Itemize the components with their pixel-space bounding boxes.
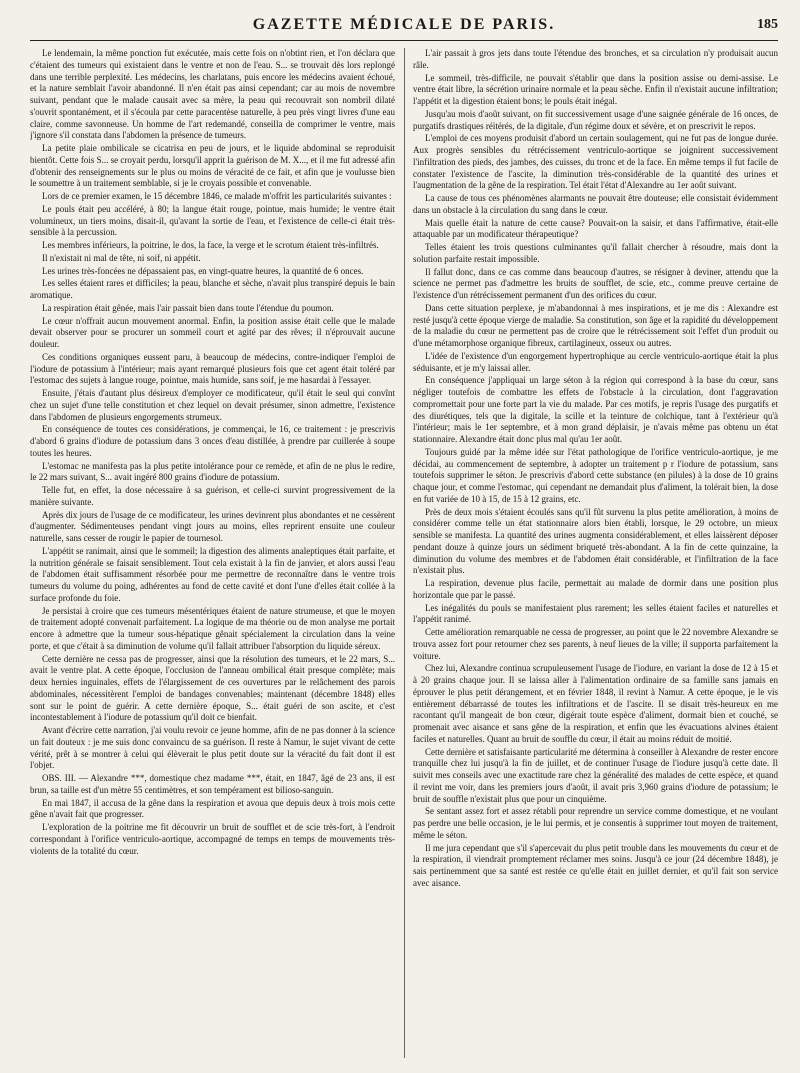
- page-number: 185: [756, 17, 778, 32]
- paragraph: L'air passait à gros jets dans toute l'étendue des bronches, et sa circulation n'y produisait aucun râle.: [413, 48, 778, 70]
- paragraph: Le lendemain, la même ponction fut exécutée, mais cette fois on n'obtint rien, et l'on déclara que c'étaient des tumeurs qui existaient dans le ventre et non de l'eau. S... se trouvait dès lors replongé dans une terrible perplexité. Les médecins, les charlatans, puis encore les médecins avaient échoué, et la nature semblait l'avoir abandonné. Il n'en était pas ainsi cependant; car au mois de novembre suivant, pendant que le malade causait avec sa mère, la peau qui recouvrait son nombril dilaté s'ouvrit spontanément, et il s'écoula par cette paracentèse naturelle, à peu près vingt livres d'une eau claire, comme savonneuse. Un homme de l'art redemandé, conseilla de comprimer le ventre, mais j'ignore s'il constata dans l'abdomen la présence de tumeurs.: [30, 48, 395, 141]
- paragraph: Se sentant assez fort et assez rétabli pour reprendre un service comme domestique, et ne voulant pas perdre une belle occasion, je le lui permis, et je consentis à supprimer tout moyen de traitement, même le séton.: [413, 806, 778, 840]
- paragraph: Mais quelle était la nature de cette cause? Pouvait-on la saisir, et dans l'affirmative, était-elle attaquable par un modificateur thérapeutique?: [413, 217, 778, 240]
- paragraph: Lors de ce premier examen, le 15 décembre 1846, ce malade m'offrit les particularités suivantes :: [42, 191, 392, 201]
- page-header: [30, 14, 778, 36]
- left-column: [30, 48, 395, 1068]
- paragraph: Près de deux mois s'étaient écoulés sans qu'il fût survenu la plus petite amélioration, à moins de considérer comme telle un état stationnaire alors bien établi, lorsque, le 29 octobre, un mieux sensible se manifesta. La quantité des urines augmenta considérablement, et elles laissèrent déposer pendant douze à quinze jours un sédiment briqueté très-abondant. A la fin de cette quinzaine, la diminution du volume des membres et de l'abdomen était considérable, et l'infiltration de la face n'existait plus.: [413, 506, 778, 576]
- paragraph: En conséquence j'appliquai un large séton à la région qui correspond à la base du cœur, sans négliger toutefois de combattre les effets de l'obstacle à la circulation, dont l'aggravation compromettait pour une forte part la vie du malade. Par ces motifs, je repris l'usage des purgatifs et des diurétiques, tels que la digitale, la scille et la teinture de colchique, tant à l'extérieur qu'à l'intérieur; mais le 1er septembre, et à mon grand déplaisir, je n'avais même pas obtenu un état stationnaire. Alexandre était donc plus mal qu'au 1er août.: [413, 375, 778, 444]
- header-rule: [30, 40, 778, 41]
- paragraph: La petite plaie ombilicale se cicatrisa en peu de jours, et le liquide abdominal se reproduisit bientôt. Cette fois S... se croyait perdu, lorsqu'il apprit la guérison de M. X..., et il me fut adressé afin d'obtenir des renseignements sur le plus ou moins de véracité de ce fait, et afin que je voulusse bien le soumettre à un traitement semblable, si je le croyais possible et convenable.: [30, 143, 395, 189]
- paragraph: La cause de tous ces phénomènes alarmants ne pouvait être douteuse; elle consistait évidemment dans un obstacle à la circulation du sang dans le cœur.: [413, 193, 778, 215]
- paragraph: OBS. III. — Alexandre ***, domestique chez madame ***, était, en 1847, âgé de 23 ans, il est brun, sa taille est d'un mètre 55 centimètres, et son tempérament est bilioso-sanguin.: [30, 773, 395, 795]
- paragraph: Les membres inférieurs, la poitrine, le dos, la face, la verge et le scrotum étaient très-infiltrés.: [42, 240, 379, 250]
- paragraph: Ensuite, j'étais d'autant plus désireux d'employer ce modificateur, qu'il était le seul qui convînt chez un sujet d'une telle constitution et chez lequel on devait présumer, sinon admettre, l'existence dans l'abdomen de plusieurs engorgements strumeux.: [30, 388, 395, 422]
- paragraph: L'emploi de ces moyens produisit d'abord un certain soulagement, qui ne fut pas de longue durée. Aux progrès sensibles du rétrécissement ventriculo-aortique se joignirent successivement l'infiltration des pieds, des jambes, des cuisses, du tronc et de la face. En même temps il fut facile de constater l'existence de l'ascite, la diminution très-considérable de la quantité des urines et l'augmentation de la gêne de la respiration. Tel était l'état d'Alexandre au 1er août suivant.: [413, 133, 778, 191]
- paragraph: Après dix jours de l'usage de ce modificateur, les urines devinrent plus abondantes et ne cessèrent d'augmenter. Sédimenteuses pendant vingt jours au moins, elles reprirent ensuite une couleur naturelle, sans cesser de rougir le papier de tournesol.: [30, 509, 395, 543]
- paragraph: Il fallut donc, dans ce cas comme dans beaucoup d'autres, se résigner à deviner, attendu que la science ne permet pas d'admettre les bruits de soufflet, de scie, etc., comme preuve certaine de l'existence d'un rétrécissement permanent d'un des orifices du cœur.: [413, 266, 778, 300]
- paragraph: Le pouls était peu accéléré, à 80; la langue était rouge, pointue, mais humide; le ventre était volumineux, un tiers moins, disait-il, qu'avant la sortie de l'eau, et l'existence de celle-ci était très-sensible à la percussion.: [30, 203, 395, 238]
- paragraph: Ces conditions organiques eussent paru, à beaucoup de médecins, contre-indiquer l'emploi de l'iodure de potassium à l'intérieur; mais ayant remarqué plusieurs fois que cet agent était toléré par l'estomac des sujets à langue rouge, pointue, mais humide, sans soif, je me hasardai à l'essayer.: [30, 351, 395, 386]
- paragraph: Telle fut, en effet, la dose nécessaire à sa guérison, et celle-ci survint progressivement de la manière suivante.: [30, 485, 395, 507]
- journal-title: GAZETTE MÉDICALE DE PARIS.: [252, 16, 556, 33]
- paragraph: En conséquence de toutes ces considérations, je commençai, le 16, ce traitement : je prescrivis d'abord 6 grains d'iodure de potassium dans 3 onces d'eau distillée, à prendre par cuillerée à soupe toutes les heures.: [30, 424, 395, 458]
- paragraph: Telles étaient les trois questions culminantes qu'il fallait chercher à résoudre, mais dont la solution parfaite restait impossible.: [413, 242, 778, 264]
- paragraph: L'appétit se ranimait, ainsi que le sommeil; la digestion des aliments analeptiques était parfaite, et la nutrition générale se faisait sensiblement. Tout cela existait à la fin de janvier, et alors aussi l'eau de l'abdomen était suffisamment résorbée pour me permettre de reconnaître dans le ventre trois tumeurs du volume du poing, adhérentes au fond de cette cavité et dont l'une d'elles était collée à la surface profonde du foie.: [30, 545, 395, 603]
- paragraph: Toujours guidé par la même idée sur l'état pathologique de l'orifice ventriculo-aortique, je me décidai, au commencement de septembre, à adopter un traitement p r l'iodure de potassium, sans toutefois supprimer le séton. Je prescrivis d'abord cette substance (en pilules) à la dose de 10 grains chaque jour, et comme l'estomac, qui cependant ne demandait plus d'aliment, la tolérait bien, la dose en fut variée de 10 à 15, de 15 à 12 grains, etc.: [413, 446, 778, 504]
- paragraph: Il n'existait ni mal de tête, ni soif, ni appétit.: [42, 252, 201, 263]
- paragraph: Le cœur n'offrait aucun mouvement anormal. Enfin, la position assise était celle que le malade devait observer pour se procurer un sommeil court et agité par des rêves; il n'éprouvait aucune douleur.: [30, 315, 395, 349]
- paragraph: Cette dernière et satisfaisante particularité me détermina à conseiller à Alexandre de rester encore tranquille chez lui jusqu'à la fin de juillet, et de continuer l'usage de l'iodure jusqu'à cette date. Il suivit mes conseils avec une exactitude rare chez la généralité des malades de cette espèce, et quand il revint me voir, dans les premiers jours d'août, il avait pris 3,960 grains d'iodure de potassium; le bruit de souffle n'existait plus que pour un cinquième.: [413, 746, 778, 804]
- paragraph: La respiration, devenue plus facile, permettait au malade de dormir dans une position plus horizontale que par le passé.: [413, 578, 778, 600]
- paragraph: Jusqu'au mois d'août suivant, on fit successivement usage d'une saignée générale de 16 onces, de purgatifs drastiques réitérés, de la digitale, d'un régime doux et sévère, et on prescrivit le repos.: [413, 108, 778, 131]
- paragraph: Je persistai à croire que ces tumeurs mésentériques étaient de nature strumeuse, et que le moyen de traitement adopté convenait parfaitement. La logique de ma théorie ou de mon analyse me portait encore à admettre que la tumeur sous-hépatique gênait spécialement la circulation dans la veine porte, et que c'était à sa diminution de volume qu'il fallait attribuer l'absorption du liquide séreux.: [30, 605, 395, 651]
- right-column: [413, 48, 778, 1068]
- paragraph: Les inégalités du pouls se manifestaient plus rarement; les selles étaient faciles et naturelles et l'appétit ranimé.: [413, 602, 778, 625]
- column-divider: [404, 48, 405, 1058]
- paragraph: Avant d'écrire cette narration, j'ai voulu revoir ce jeune homme, afin de ne pas donner à la science un fait douteux : je me suis donc convaincu de sa guérison. Il reste à Namur, le sujet vivant de cette vérité, prêt à se montrer à celui qui élèverait le plus petit doute sur la véracité du fait dont il est l'objet.: [30, 725, 395, 771]
- paragraph: L'exploration de la poitrine me fit découvrir un bruit de soufflet et de scie très-fort, à l'endroit correspondant à l'orifice ventriculo-aortique, accompagné de temps en temps de mouvements très-violents de la totalité du cœur.: [30, 822, 395, 856]
- paragraph: Les selles étaient rares et difficiles; la peau, blanche et sèche, n'avait plus transpiré depuis le bain aromatique.: [30, 278, 395, 300]
- paragraph: Dans cette situation perplexe, je m'abandonnai à mes inspirations, et je me dis : Alexandre est resté jusqu'à cette époque vierge de maladie. Sa constitution, son âge et la rapidité du développement de la maladie du cœur ne permettent pas de croire que le rétrécissement soit l'effet d'un produit ou d'une métamorphose organique fibreux, cartilagineux, osseux ou autres.: [413, 302, 778, 348]
- paragraph: Les urines très-foncées ne dépassaient pas, en vingt-quatre heures, la quantité de 6 onces.: [42, 265, 364, 276]
- paragraph: En mai 1847, il accusa de la gêne dans la respiration et avoua que depuis deux à trois mois cette gêne n'avait fait que progresser.: [30, 797, 395, 820]
- paragraph: L'idée de l'existence d'un engorgement hypertrophique au cercle ventriculo-aortique était la plus séduisante, et je m'y laissai aller.: [413, 350, 778, 373]
- paragraph: Cette dernière ne cessa pas de progresser, ainsi que la résolution des tumeurs, et le 22 mars, S... avait le ventre plat. A cette époque, l'occlusion de l'anneau ombilical était presque complète; mais deux hernies inguinales, effets de l'élargissement de ces ouvertures par le relâchement des parois abdominales, nécessitèrent l'emploi de bandages convenables; maintenant (décembre 1848) elles sont sur le point de guérir. A cette dernière époque, S... était guéri de son ascite, et c'est incontestablement à l'iodure de potassium qu'il doit ce bienfait.: [30, 653, 395, 723]
- paragraph: Le sommeil, très-difficile, ne pouvait s'établir que dans la position assise ou demi-assise. Le ventre était libre, la sécrétion urinaire normale et la peau sèche. Enfin il n'existait aucune infiltration; l'appétit et la digestion étaient bons; le pouls était inégal.: [413, 72, 778, 106]
- paragraph: Chez lui, Alexandre continua scrupuleusement l'usage de l'iodure, en variant la dose de 12 à 15 et à 20 grains chaque jour. Il se laissa aller à l'alimentation ordinaire de sa famille sans jamais en éprouver le plus petit dérangement, et en février 1848, il revint à Namur. A cette époque, je le vis entièrement débarrassé de toutes les infiltrations et de l'ascite. Il se disait très-heureux en me racontant qu'il mangeait de bon cœur, digérait toute espèce d'aliment, dormait bien et couché, se promenait avec aisance et sans gêne de la respiration, et enfin que les évacuations alvines étaient faciles et naturelles. Quant au bruit de souffle du cœur, il était au moins réduit de moitié.: [413, 663, 778, 744]
- paragraph: Il me jura cependant que s'il s'apercevait du plus petit trouble dans les mouvements du cœur et de la respiration, il viendrait promptement réclamer mes soins. Jusqu'à ce jour (24 décembre 1848), je sais pertinemment que sa santé est restée ce qu'elle était en juillet dernier, et qu'il fait son service avec aisance.: [413, 842, 778, 888]
- text-columns: [30, 48, 778, 1068]
- paragraph: Cette amélioration remarquable ne cessa de progresser, au point que le 22 novembre Alexandre se trouva assez fort pour retourner chez ses parents, à neuf lieues de la ville; il supporta parfaitement la voiture.: [413, 627, 778, 661]
- paragraph: L'estomac ne manifesta pas la plus petite intolérance pour ce remède, et afin de ne plus le redire, le 22 mars suivant, S... avait ingéré 800 grains d'iodure de potassium.: [30, 460, 395, 483]
- paragraph: La respiration était gênée, mais l'air passait bien dans toute l'étendue du poumon.: [42, 302, 334, 313]
